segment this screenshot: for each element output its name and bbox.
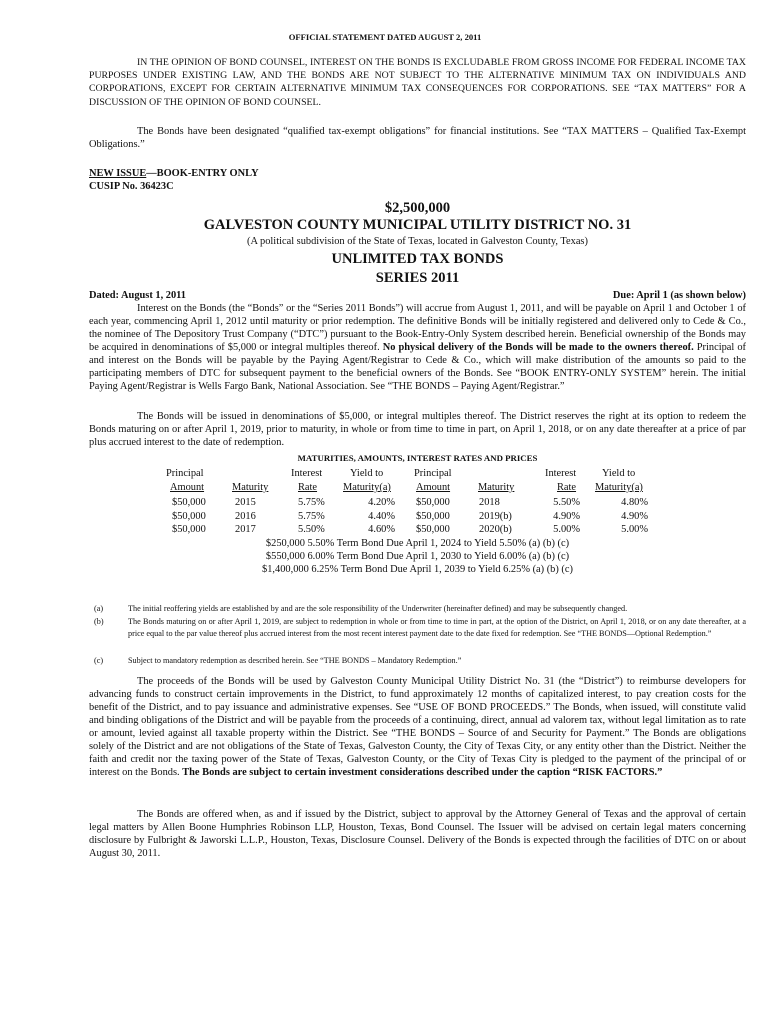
footnote-text: The Bonds maturing on or after April 1, 2019, are subject to redemption in whole or from time to time in part, at the option of the District, on April 1, 2018, or on any date thereafter, at a price equal to the par value thereof plus accrued interest from the most recent interest payment date to the date fixed for redemption. See “THE BONDS—Optional Redemption.”: [128, 617, 746, 638]
footnote-text: The initial reoffering yields are established by and are the sole responsibility of the Underwriter (hereinafter defined) and may be subsequently changed.: [128, 604, 628, 613]
table-cell: 2016: [235, 511, 256, 522]
proceeds-text: The proceeds of the Bonds will be used by Galveston County Municipal Utility District No. 31 (the “District”) to reimburse developers for advancing funds to construct certain improvements in the District, to fund approximately 12 months of capitalized interest, to pay creation costs for the benefit of the District, and to pay issuance and administrative expenses. See “USE OF BOND PROCEEDS.” The Bonds, when issued, will constitute valid and binding obligations of the District and will be payable from the proceeds of a continuing, direct, annual ad valorem tax, without legal limitation as to rate or amount, levied against all taxable property within the District. See “THE BONDS – Source of and Security for Payment.” The Bonds are obligations solely of the District and are not obligations of the State of Texas, Galveston County, the City of Texas City, or any entity other than the District. Neither the faith and credit nor the taxing power of the State of Texas, Galveston County, or the City of Texas City is pledged to the payment of the principal of or interest on the Bonds.: [89, 676, 746, 778]
table-cell: 2019(b): [479, 511, 512, 522]
col-interest-right: Interest: [545, 468, 577, 479]
offering-paragraph: The Bonds are offered when, as and if issued by the District, subject to approval by the Attorney General of Texas and the approval of certain legal matters by Allen Boone Humphries Robinson LLP, Houston, Texas, Bond Counsel. The Issuer will be advised on certain legal maters concerning disclosure by Fulbright & Jaworski L.L.P., Houston, Texas, Disclosure Counsel. Delivery of the Bonds is expected through the facilities of DTC on or about August 30, 2011.: [89, 809, 746, 859]
use-of-proceeds-paragraph: [89, 675, 746, 779]
political-subdivision-note: (A political subdivision of the State of Texas, located in Galveston County, Texas): [247, 236, 588, 247]
footnote-label: (b): [94, 617, 104, 626]
issue-info: [89, 167, 259, 193]
table-cell: $50,000: [172, 497, 206, 508]
issue-amount: $2,500,000: [384, 200, 451, 216]
footnote-c: [89, 655, 746, 667]
series-title: SERIES 2011: [375, 270, 460, 286]
col-maturity-right: Maturity: [478, 482, 515, 493]
table-cell: 4.40%: [368, 511, 395, 522]
tax-exempt-designation: The Bonds have been designated “qualified tax-exempt obligations” for financial institutions. See “TAX MATTERS – Qualified Tax-Exempt Obligations.”: [89, 126, 746, 150]
interest-bold-text: No physical delivery of the Bonds will be made to the owners thereof.: [382, 342, 694, 353]
table-cell: $50,000: [172, 511, 206, 522]
new-issue-line: [89, 167, 259, 180]
table-cell: 5.75%: [298, 497, 325, 508]
table-cell: 2015: [235, 497, 256, 508]
table-cell: 5.00%: [621, 524, 648, 535]
table-cell: 2020(b): [479, 524, 512, 535]
col-maturity-a-right: Maturity(a): [595, 482, 643, 493]
footnote-label: (c): [94, 656, 104, 665]
col-amount-left: Amount: [170, 482, 205, 493]
col-interest-left: Interest: [291, 468, 323, 479]
table-cell: 5.50%: [553, 497, 580, 508]
table-cell: 4.20%: [368, 497, 395, 508]
table-cell: 5.00%: [553, 524, 580, 535]
term-bond-line: $250,000 5.50% Term Bond Due April 1, 2024 to Yield 5.50% (a) (b) (c): [265, 538, 570, 549]
dated-date: Dated: August 1, 2011: [89, 290, 186, 301]
footnote-label: (a): [94, 604, 104, 613]
col-principal-left: Principal: [166, 468, 204, 479]
risk-factors-notice: The Bonds are subject to certain investment considerations described under the caption “RISK FACTORS.”: [182, 767, 663, 778]
table-cell: 4.90%: [553, 511, 580, 522]
col-yield-to-right: Yield to: [602, 468, 636, 479]
statement-header: OFFICIAL STATEMENT DATED AUGUST 2, 2011: [288, 32, 482, 42]
term-bond-line: $550,000 6.00% Term Bond Due April 1, 2030 to Yield 6.00% (a) (b) (c): [265, 551, 570, 562]
table-cell: $50,000: [172, 524, 206, 535]
maturities-title: MATURITIES, AMOUNTS, INTEREST RATES AND PRICES: [297, 453, 538, 463]
table-cell: 2018: [479, 497, 500, 508]
cusip-number: CUSIP No. 36423C: [89, 181, 174, 192]
col-principal-right: Principal: [414, 468, 452, 479]
denominations-paragraph: The Bonds will be issued in denominations of $5,000, or integral multiples thereof. The District reserves the right at its option to redeem the Bonds maturing on or after April 1, 2019, prior to maturity, in whole or from time to time in part, on April 1, 2018, or on any date thereafter at a price of par plus accrued interest to the date of redemption.: [89, 411, 746, 448]
district-name: GALVESTON COUNTY MUNICIPAL UTILITY DISTRICT NO. 31: [203, 217, 632, 233]
col-yield-to-left: Yield to: [350, 468, 384, 479]
book-entry-label: —BOOK-ENTRY ONLY: [146, 168, 259, 179]
col-amount-right: Amount: [416, 482, 451, 493]
interest-paragraph: [89, 302, 746, 393]
table-cell: $50,000: [416, 511, 450, 522]
term-bond-line: $1,400,000 6.25% Term Bond Due April 1, 2039 to Yield 6.25% (a) (b) (c): [262, 564, 573, 575]
table-cell: $50,000: [416, 524, 450, 535]
table-cell: 4.90%: [621, 511, 648, 522]
interest-text-2: Principal of and interest on the Bonds will be payable by the Paying Agent/Registrar to Cede & Co., which will make distribution of the amounts so paid to the participating members of DTC for subsequent payment to the beneficial owners of the Bonds. See “BOOK ENTRY-ONLY SYSTEM” herein. The initial Paying Agent/Registrar is Wells Fargo Bank, National Association. See “THE BONDS – Paying Agent/Registrar.”: [89, 342, 746, 392]
table-cell: 2017: [235, 524, 256, 535]
interest-text-1: Interest on the Bonds (the “Bonds” or the “Series 2011 Bonds”) will accrue from August 1, 2011, and will be payable on April 1 and October 1 of each year, commencing April 1, 2012 until maturity or prior redemption. The definitive Bonds will be initially registered and delivered only to Cede & Co., the nominee of The Depository Trust Company (“DTC”) pursuant to the Book-Entry-Only System described herein. Beneficial ownership of the Bonds may be acquired in denominations of $5,000 or integral multiples thereof.: [89, 303, 746, 353]
footnote-text: Subject to mandatory redemption as described herein. See “THE BONDS – Mandatory Redemption.”: [128, 656, 462, 665]
due-date: Due: April 1 (as shown below): [612, 290, 746, 301]
col-rate-left: Rate: [298, 482, 318, 493]
table-cell: $50,000: [416, 497, 450, 508]
new-issue-label: NEW ISSUE: [89, 168, 147, 179]
footnote-b: [89, 616, 746, 652]
term-bonds: [89, 537, 746, 576]
table-cell: 4.80%: [621, 497, 648, 508]
table-cell: 5.75%: [298, 511, 325, 522]
bond-type-title: UNLIMITED TAX BONDS: [331, 251, 504, 267]
tax-opinion-notice: IN THE OPINION OF BOND COUNSEL, INTEREST ON THE BONDS IS EXCLUDABLE FROM GROSS INCOME FOR FEDERAL INCOME TAX PURPOSES UNDER EXISTING LAW, AND THE BONDS ARE NOT SUBJECT TO THE ALTERNATIVE MINIMUM TAX ON INDIVIDUALS AND CORPORATIONS, EXCEPT FOR CERTAIN ALTERNATIVE MINIMUM TAX CONSEQUENCES FOR CORPORATIONS. SEE “TAX MATTERS” FOR A DISCUSSION OF THE OPINION OF BOND COUNSEL.: [89, 57, 746, 108]
table-cell: 4.60%: [368, 524, 395, 535]
col-maturity-left: Maturity: [232, 482, 269, 493]
col-maturity-a-left: Maturity(a): [343, 482, 391, 493]
table-cell: 5.50%: [298, 524, 325, 535]
col-rate-right: Rate: [557, 482, 577, 493]
footnote-a: [89, 603, 746, 615]
